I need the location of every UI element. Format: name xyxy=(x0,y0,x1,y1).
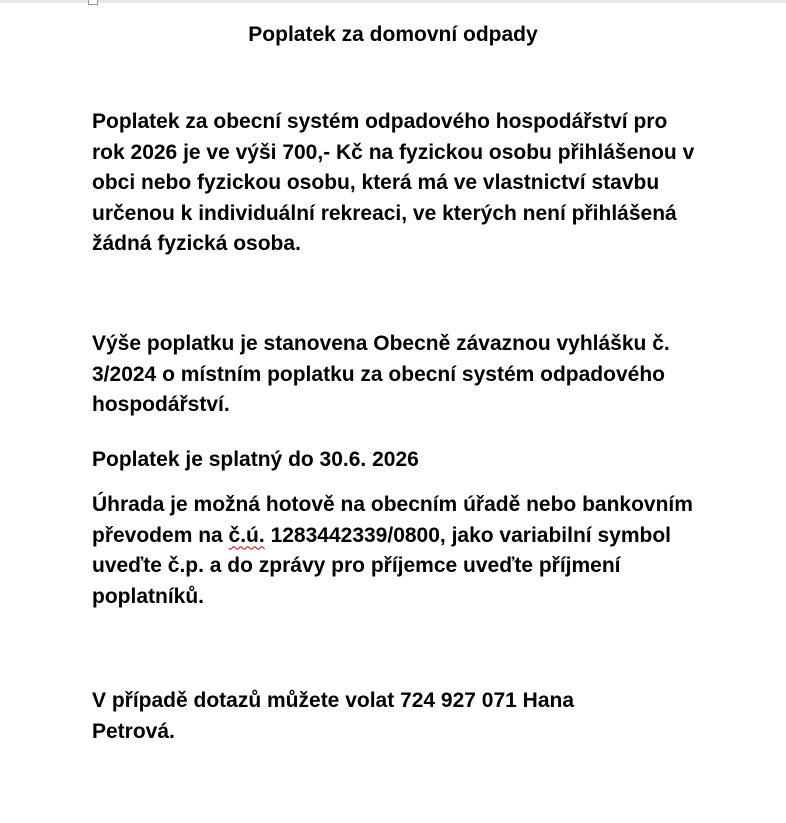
payment-text-end: 1283442339/0800, jako variabilní symbol uveďte č.p. a do zprávy pro příjemce uveďte příjmení poplatníků. xyxy=(92,523,671,608)
paragraph-regulation: Výše poplatku je stanovena Obecně závaznou vyhlášku č. 3/2024 o místním poplatku za obecní systém odpadového hospodářství. xyxy=(92,332,670,416)
payment-text-start: Úhrada je možná hotově na obecním úřadě nebo bankovním převodem na xyxy=(92,493,693,547)
paragraph-payment xyxy=(92,490,712,612)
paragraph-due-date: Poplatek je splatný do 30.6. 2026 xyxy=(92,448,419,471)
paragraph-fee-amount: Poplatek za obecní systém odpadového hospodářství pro rok 2026 je ve výši 700,- Kč na fyzickou osobu přihlášenou v obci nebo fyzickou osobu, která má ve vlastnictví stavbu určenou k individuální rekreaci, ve kterých není přihlášená žádná fyzická osoba. xyxy=(92,110,695,255)
page-corner-marker xyxy=(88,0,98,5)
paragraph-contact: V případě dotazů můžete volat 724 927 071 Hana Petrová. xyxy=(92,689,575,743)
spellcheck-flagged-word[interactable]: č.ú. xyxy=(228,523,265,547)
document-title: Poplatek za domovní odpady xyxy=(248,23,538,46)
page-top-edge xyxy=(0,0,786,3)
